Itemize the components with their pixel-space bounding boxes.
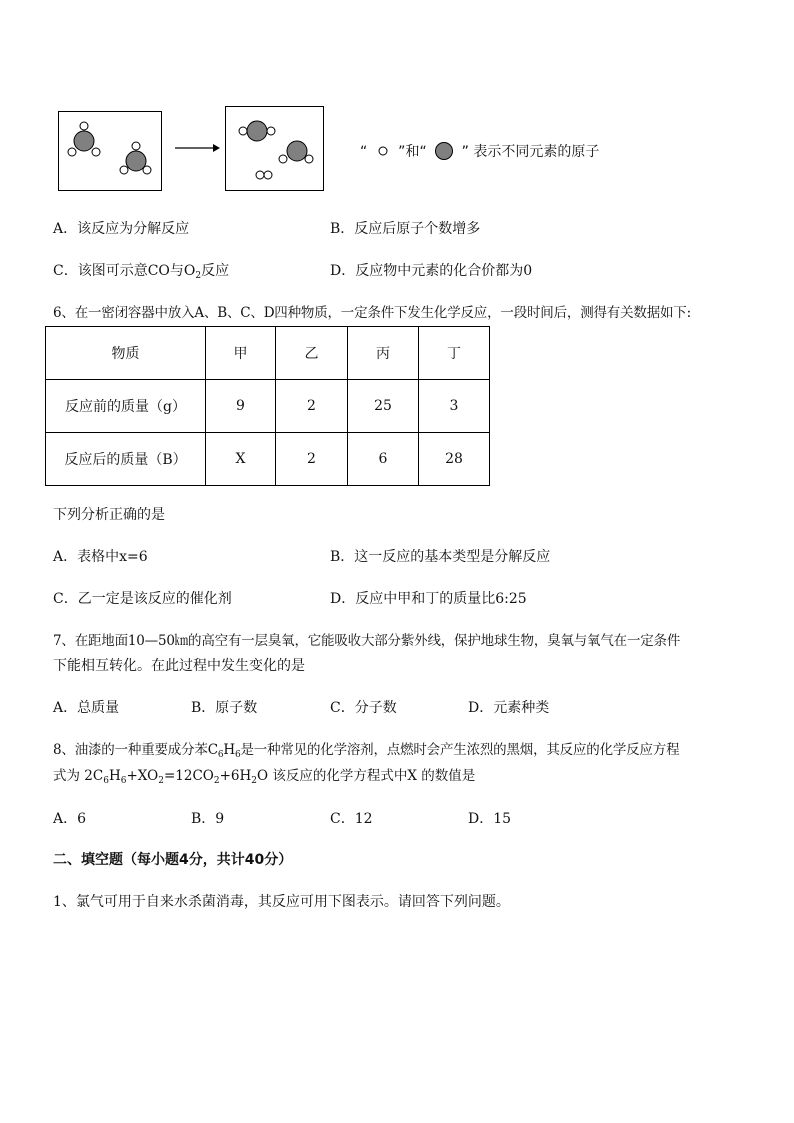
table-cell: 3	[419, 380, 490, 433]
large-atom	[74, 131, 94, 151]
q6-option-b: B．这一反应的基本类型是分解反应	[330, 549, 551, 565]
q7-stem-line1: 7、在距地面10—50㎞的高空有一层臭氧，它能吸收大部分紫外线，保护地球生物，臭氧与氧气在一定条件	[53, 633, 681, 649]
large-atom	[287, 141, 307, 161]
q7-stem-line2: 下能相互转化。在此过程中发生变化的是	[53, 658, 305, 674]
q5-option-c: C．该图可示意CO与$O_2$反应	[53, 263, 230, 281]
table-cell: 2	[276, 380, 348, 433]
small-atom	[239, 127, 247, 135]
q6-option-c: C．乙一定是该反应的催化剂	[53, 591, 232, 607]
q6-option-d: D．反应中甲和丁的质量比6:25	[330, 591, 527, 607]
table-row	[46, 433, 490, 486]
small-atom	[132, 142, 140, 150]
small-atom	[120, 166, 128, 174]
table-cell: 9	[206, 380, 276, 433]
q5-option-d: D．反应物中元素的化合价都为0	[330, 263, 533, 279]
q5-option-b: B．反应后原子个数增多	[330, 221, 481, 237]
table-cell: 2	[276, 433, 348, 486]
q7-option-b: B．原子数	[191, 700, 258, 716]
q8-option-b: B．9	[191, 811, 225, 827]
q8-option-a: A．6	[53, 811, 87, 827]
q8-stem-line2: 式为 $2C_6H_6+XO_2=12CO_2+6H_2O$ 该反应的化学方程式中X 的数值是	[53, 768, 476, 786]
large-atom-legend-icon	[433, 141, 455, 161]
table-cell: 6	[348, 433, 419, 486]
table-header-cell: 丙	[348, 327, 419, 380]
q7-option-c: C．分子数	[330, 700, 397, 716]
small-atom	[68, 148, 76, 156]
small-atom	[264, 171, 272, 179]
table-header-cell: 物质	[46, 327, 206, 380]
q7-option-d: D．元素种类	[468, 700, 550, 716]
small-atom	[143, 166, 151, 174]
table-cell: 25	[348, 380, 419, 433]
small-atom	[279, 155, 287, 163]
q8-stem-line1: 8、油漆的一种重要成分苯$C_6H_6$是一种常见的化学溶剂，点燃时会产生浓烈的黑烟，其反应的化学反应方程	[53, 742, 680, 760]
small-atom	[256, 171, 264, 179]
section-heading: 二、填空题（每小题4分，共计40分）	[53, 852, 293, 868]
large-atom	[247, 121, 267, 141]
q6-data-table	[45, 326, 490, 486]
q8-option-c: C．12	[330, 811, 373, 827]
q5-option-a: A．该反应为分解反应	[53, 221, 190, 237]
q7-option-a: A．总质量	[53, 700, 120, 716]
q6-option-a: A．表格中x=6	[53, 549, 148, 565]
small-atom	[305, 155, 313, 163]
table-header-cell: 甲	[206, 327, 276, 380]
small-atom	[92, 148, 100, 156]
table-header-row	[46, 327, 490, 380]
table-header-cell: 丁	[419, 327, 490, 380]
reactant-molecules-diagram	[59, 112, 161, 190]
figure-legend: “ ”和“ ” 表示不同元素的原子	[360, 141, 599, 162]
product-molecules-diagram	[226, 107, 323, 190]
table-cell: 28	[419, 433, 490, 486]
table-header-cell: 乙	[276, 327, 348, 380]
table-row	[46, 380, 490, 433]
small-atom-legend-icon	[376, 144, 390, 158]
reaction-arrow-icon	[175, 142, 221, 154]
q6-prompt: 下列分析正确的是	[53, 507, 165, 523]
table-cell: 反应后的质量（B）	[46, 433, 206, 486]
section2-q1-stem: 1、氯气可用于自来水杀菌消毒，其反应可用下图表示。请回答下列问题。	[53, 894, 510, 910]
small-atom	[267, 127, 275, 135]
reactant-box	[58, 111, 162, 191]
small-atom	[80, 122, 88, 130]
q6-stem: 6、在一密闭容器中放入A、B、C、D四种物质，一定条件下发生化学反应，一段时间后，测得有关数据如下:	[53, 305, 691, 321]
q8-option-d: D．15	[468, 811, 512, 827]
table-cell: 反应前的质量（g）	[46, 380, 206, 433]
product-box	[225, 106, 324, 191]
table-cell: X	[206, 433, 276, 486]
